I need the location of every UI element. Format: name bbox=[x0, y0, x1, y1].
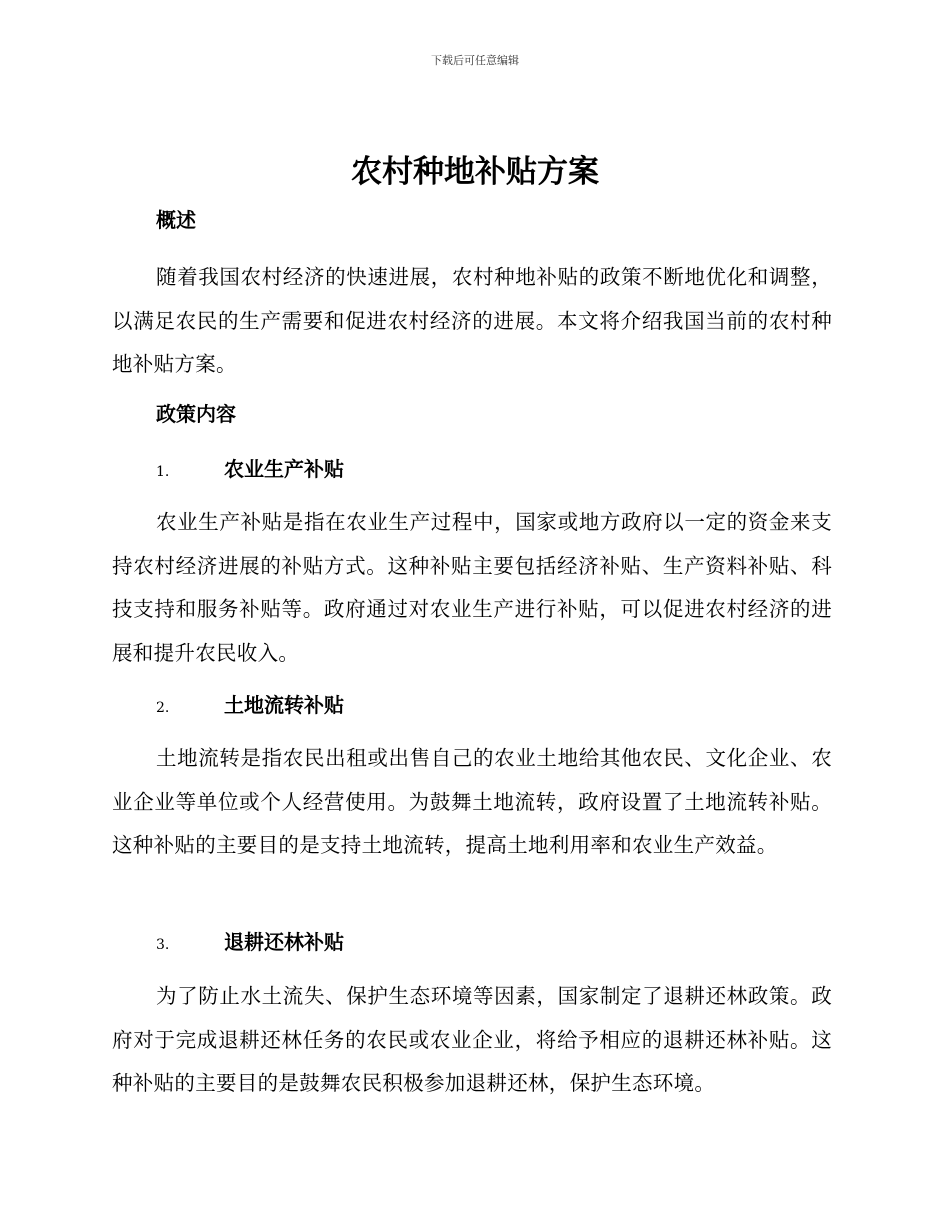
overview-paragraph: 随着我国农村经济的快速进展，农村种地补贴的政策不断地优化和调整，以满足农民的生产需要和促进农村经济的进展。本文将介绍我国当前的农村种地补贴方案。 bbox=[112, 265, 832, 376]
overview-heading: 概述 bbox=[156, 208, 196, 232]
policy-item-2-heading bbox=[156, 690, 344, 723]
document-title: 农村种地补贴方案 bbox=[351, 154, 599, 190]
policy-item-2-paragraph: 土地流转是指农民出租或出售自己的农业土地给其他农民、文化企业、农业企业等单位或个人经营使用。为鼓舞土地流转，政府设置了土地流转补贴。这种补贴的主要目的是支持土地流转，提高土地利用率和农业生产效益。 bbox=[112, 746, 832, 857]
policy-item-2-number: 2. bbox=[156, 700, 170, 716]
policy-item-1-label: 农业生产补贴 bbox=[224, 457, 344, 481]
policy-item-3-paragraph: 为了防止水土流失、保护生态环境等因素，国家制定了退耕还林政策。政府对于完成退耕还林任务的农民或农业企业，将给予相应的退耕还林补贴。这种补贴的主要目的是鼓舞农民积极参加退耕还林，保护生态环境。 bbox=[112, 984, 832, 1095]
policy-item-3-label: 退耕还林补贴 bbox=[224, 930, 344, 954]
header-note: 下载后可任意编辑 bbox=[431, 54, 519, 67]
policy-item-1-number: 1. bbox=[156, 464, 170, 480]
policy-item-3-number: 3. bbox=[156, 937, 170, 953]
policy-item-1-heading bbox=[156, 454, 344, 487]
policy-heading: 政策内容 bbox=[156, 402, 236, 426]
policy-item-1-paragraph: 农业生产补贴是指在农业生产过程中，国家或地方政府以一定的资金来支持农村经济进展的补贴方式。这种补贴主要包括经济补贴、生产资料补贴、科技支持和服务补贴等。政府通过对农业生产进行补贴，可以促进农村经济的进展和提升农民收入。 bbox=[112, 510, 832, 665]
policy-item-2-label: 土地流转补贴 bbox=[224, 693, 344, 717]
policy-item-3-heading bbox=[156, 927, 344, 960]
